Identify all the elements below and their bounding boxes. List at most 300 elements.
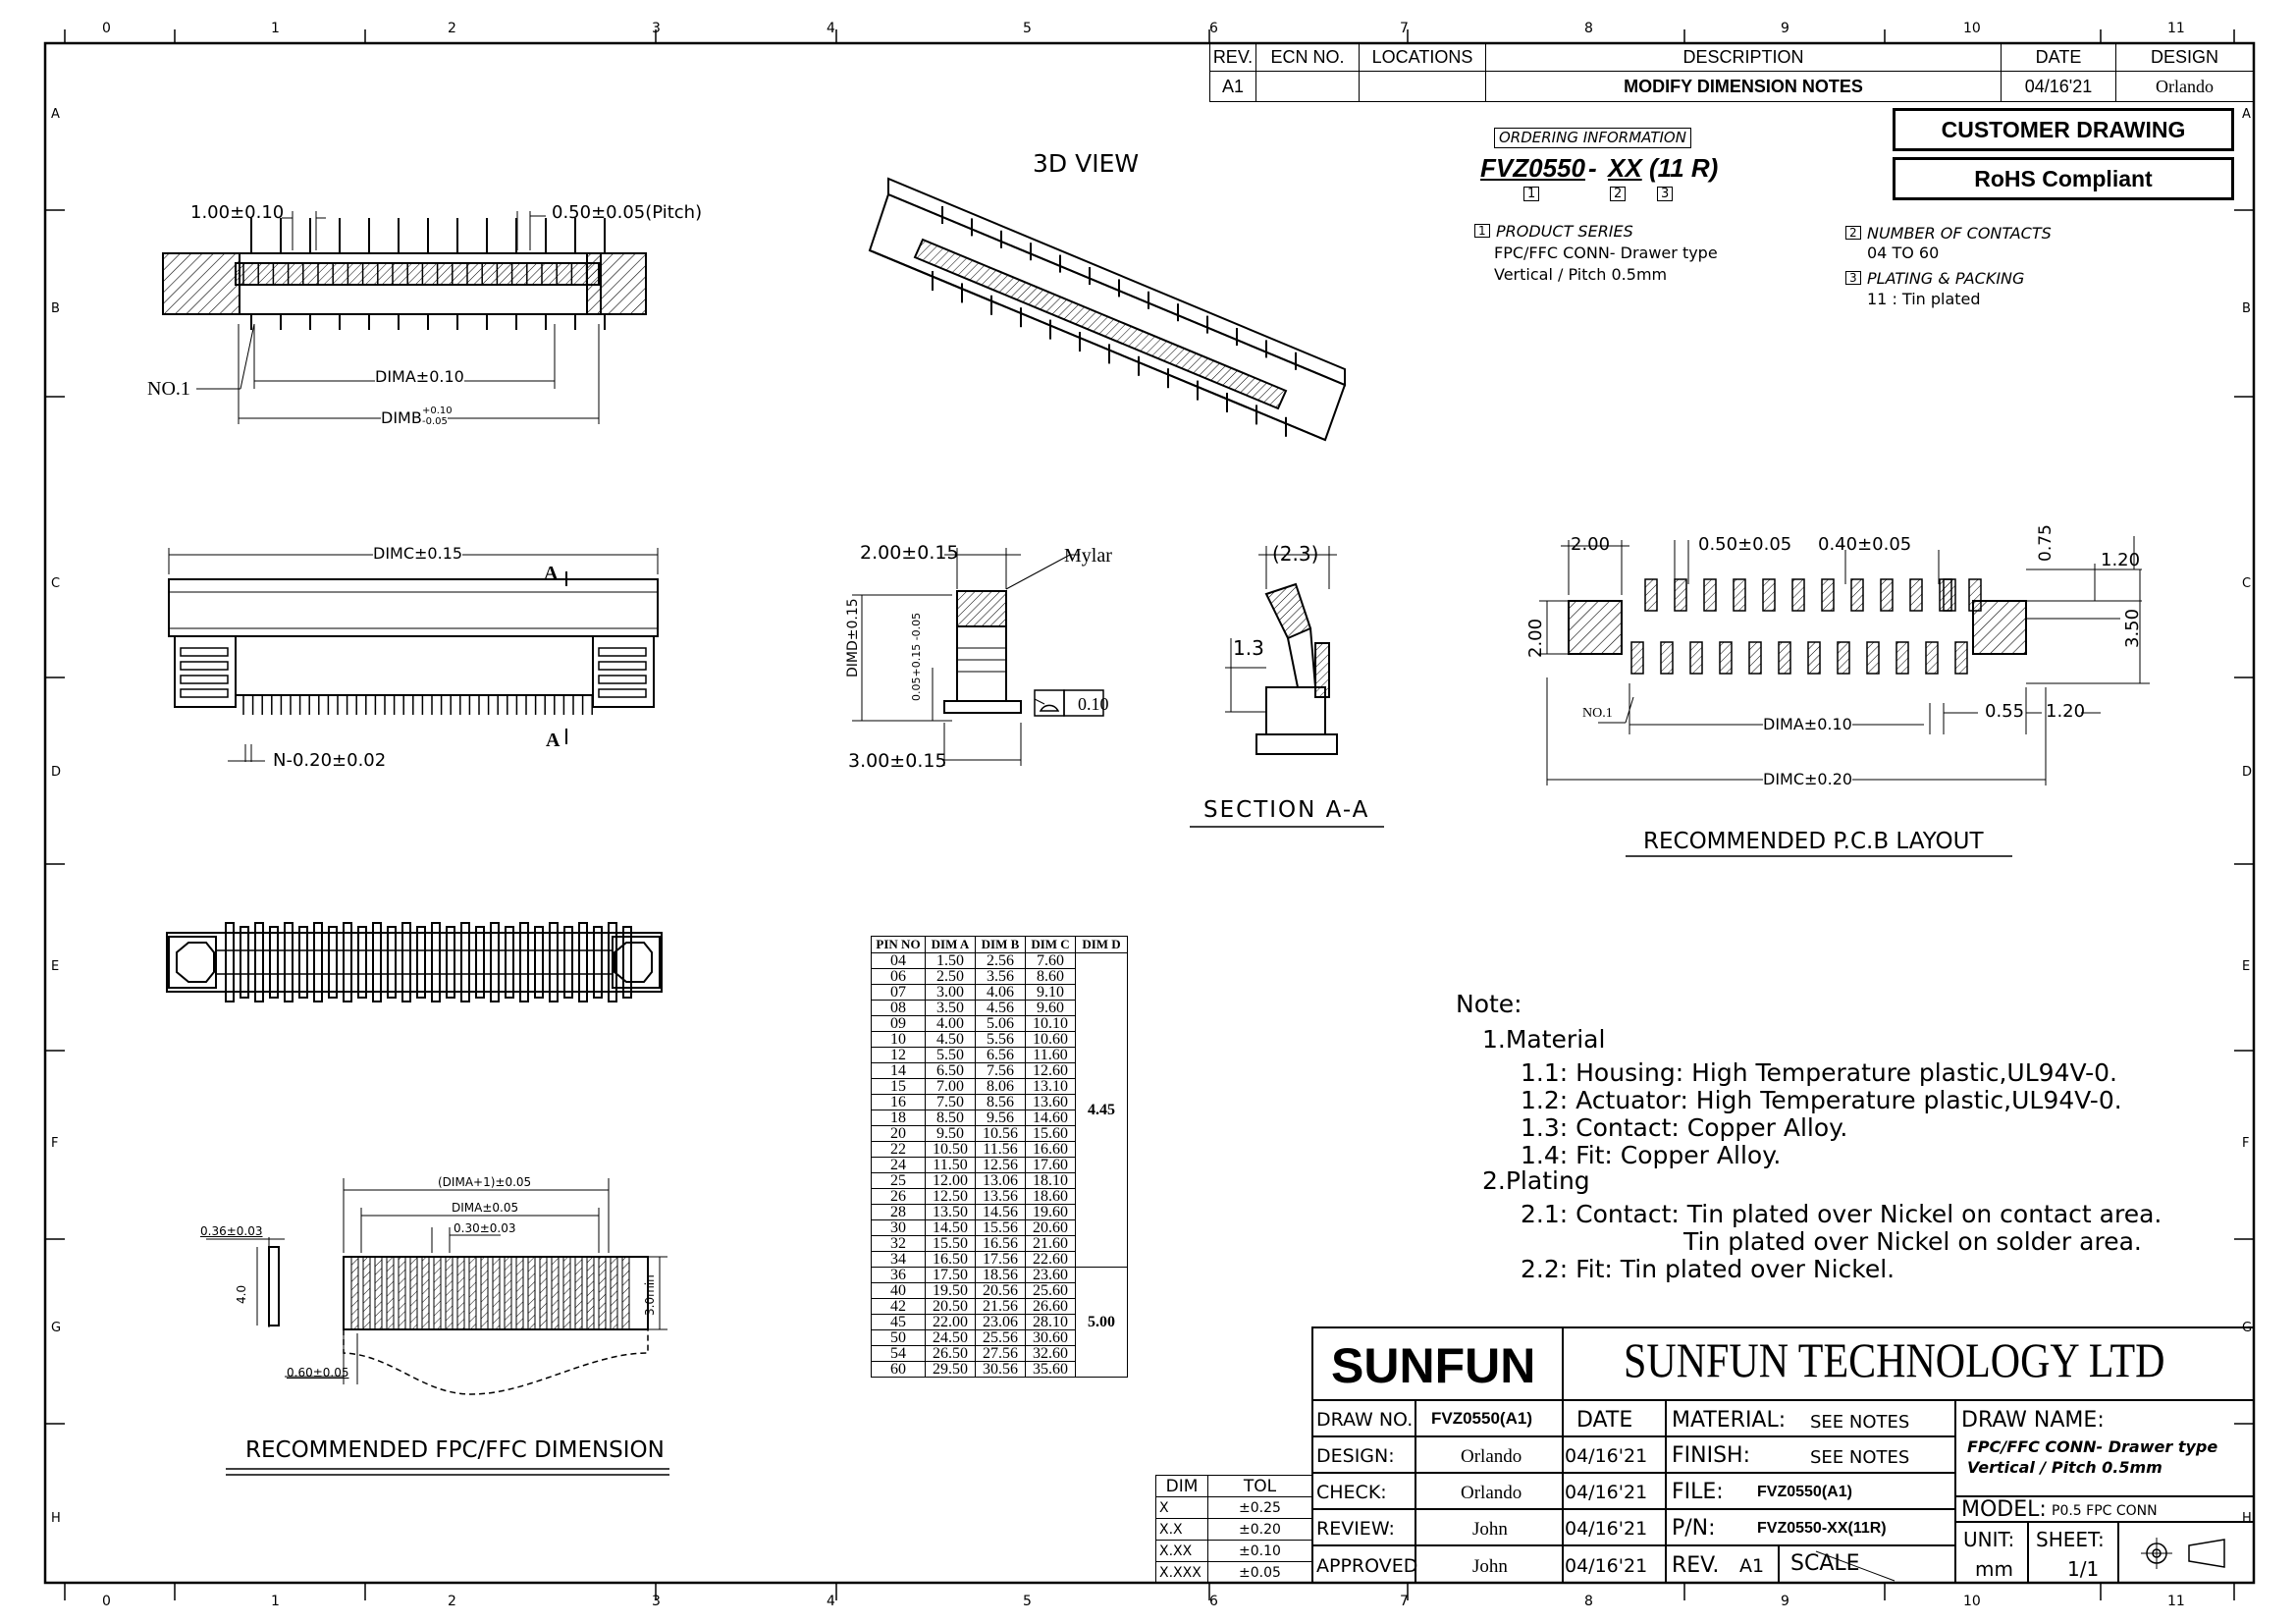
bottom-pin bbox=[417, 927, 425, 998]
dim-side-small: 0.05+0.15 -0.05 bbox=[910, 612, 923, 701]
border-col-label: 9 bbox=[1781, 21, 1789, 36]
border-col-label: 4 bbox=[827, 21, 835, 36]
review-date: 04/16'21 bbox=[1565, 1518, 1648, 1540]
pcb-pad-top bbox=[1645, 579, 1657, 611]
rev-value-ecn bbox=[1256, 72, 1360, 102]
front-slot-left bbox=[181, 648, 228, 656]
rev-header-design: DESIGN bbox=[2116, 44, 2254, 72]
dim-table-cell-pin: 50 bbox=[872, 1330, 926, 1346]
rev-header-locations: LOCATIONS bbox=[1360, 44, 1486, 72]
pcb-pad-bottom bbox=[1779, 642, 1790, 674]
file-label: FILE: bbox=[1672, 1480, 1724, 1504]
dim-table-cell-c: 7.60 bbox=[1026, 953, 1076, 969]
tol-header-dim: DIM bbox=[1156, 1476, 1208, 1497]
pcb-pad-top bbox=[1910, 579, 1922, 611]
fpc-contact-strip bbox=[563, 1257, 570, 1329]
ordering-part-series: FVZ0550 bbox=[1480, 153, 1585, 183]
dim-table-cell-pin: 28 bbox=[872, 1205, 926, 1220]
bottom-pin bbox=[550, 923, 558, 1001]
product-series-title: PRODUCT SERIES bbox=[1496, 222, 1633, 241]
dim-table-row bbox=[872, 1268, 1128, 1283]
dim-table-cell-c: 9.10 bbox=[1026, 985, 1076, 1001]
dim-table-cell-c: 16.60 bbox=[1026, 1142, 1076, 1158]
dim-table-cell-pin: 10 bbox=[872, 1032, 926, 1048]
dim-table-cell-a: 24.50 bbox=[926, 1330, 976, 1346]
pcb-pad-top bbox=[1763, 579, 1775, 611]
dim-fpc-dima-plus-1: (DIMA+1)±0.05 bbox=[438, 1175, 532, 1189]
border-row-label: C bbox=[2242, 576, 2252, 591]
front-slot-right bbox=[599, 676, 646, 683]
revision-table bbox=[1209, 43, 2254, 102]
rev-label: REV. bbox=[1672, 1553, 1720, 1578]
dim-table-cell-a: 1.50 bbox=[926, 953, 976, 969]
rev-value-design: Orlando bbox=[2116, 72, 2254, 102]
tol-row-value: ±0.25 bbox=[1208, 1497, 1312, 1519]
border-col-label: 11 bbox=[2167, 1594, 2185, 1609]
dim-table-cell-c: 18.10 bbox=[1026, 1173, 1076, 1189]
dim-table-cell-a: 17.50 bbox=[926, 1268, 976, 1283]
dim-table-cell-c: 20.60 bbox=[1026, 1220, 1076, 1236]
dim-pcb-0-55: 0.55 bbox=[1985, 701, 2025, 722]
dim-flatness: 0.10 bbox=[1078, 694, 1109, 714]
dim-table-cell-a: 16.50 bbox=[926, 1252, 976, 1268]
model-label: MODEL: bbox=[1961, 1497, 2047, 1522]
dim-table-cell-c: 9.60 bbox=[1026, 1001, 1076, 1016]
dim-table-cell-c: 32.60 bbox=[1026, 1346, 1076, 1362]
ordering-plating-code: (11 R) bbox=[1649, 153, 1719, 183]
dim-table-cell-c: 28.10 bbox=[1026, 1315, 1076, 1330]
plating-packing-title: PLATING & PACKING bbox=[1867, 269, 2025, 288]
dim-dima-top: DIMA±0.10 bbox=[375, 367, 464, 386]
note-line-3: 1.2: Actuator: High Temperature plastic,UL94V-0. bbox=[1521, 1086, 2122, 1114]
border-col-label: 6 bbox=[1209, 1594, 1218, 1609]
fpc-contact-strip bbox=[363, 1257, 370, 1329]
fpc-contact-strip bbox=[469, 1257, 476, 1329]
label-no1-top: NO.1 bbox=[147, 378, 190, 400]
border-col-label: 7 bbox=[1400, 1594, 1409, 1609]
border-row-label: E bbox=[2242, 959, 2251, 974]
dim-pitch-1-00: 1.00±0.10 bbox=[190, 202, 285, 223]
border-row-label: A bbox=[2242, 107, 2251, 122]
bottom-pin bbox=[373, 923, 381, 1001]
rev-value-rev: A1 bbox=[1210, 72, 1256, 102]
dim-table-cell-c: 26.60 bbox=[1026, 1299, 1076, 1315]
dim-pcb-dima: DIMA±0.10 bbox=[1763, 715, 1852, 733]
border-col-label: 8 bbox=[1584, 1594, 1593, 1609]
front-view-pins bbox=[243, 695, 592, 715]
pcb-pad-bottom bbox=[1631, 642, 1643, 674]
dim-table-cell-a: 6.50 bbox=[926, 1063, 976, 1079]
rev-value-date: 04/16'21 bbox=[2002, 72, 2116, 102]
notes-title: Note: bbox=[1456, 990, 1522, 1018]
top-view bbox=[163, 253, 646, 314]
pcb-pad-top bbox=[1881, 579, 1893, 611]
dim-table-cell-c: 15.60 bbox=[1026, 1126, 1076, 1142]
bottom-pin bbox=[564, 927, 572, 998]
ordering-marker-1: 1 bbox=[1523, 187, 1539, 201]
border-col-label: 5 bbox=[1023, 1594, 1032, 1609]
product-series-line2: Vertical / Pitch 0.5mm bbox=[1494, 265, 1668, 284]
dim-table-cell-a: 8.50 bbox=[926, 1110, 976, 1126]
dim-pcb-1-20-bottom: 1.20 bbox=[2046, 701, 2086, 722]
dim-fpc-0-60: 0.60±0.05 bbox=[287, 1366, 349, 1380]
pcb-pad-bottom bbox=[1720, 642, 1732, 674]
dim-table-cell-b: 3.56 bbox=[976, 969, 1026, 985]
dim-table-cell-c: 14.60 bbox=[1026, 1110, 1076, 1126]
bottom-pin bbox=[535, 927, 543, 998]
dim-table-cell-d: 4.45 bbox=[1076, 953, 1128, 1268]
dim-table-cell-pin: 30 bbox=[872, 1220, 926, 1236]
dim-table-cell-a: 7.00 bbox=[926, 1079, 976, 1095]
label-mylar: Mylar bbox=[1064, 545, 1112, 567]
dim-table-cell-b: 8.06 bbox=[976, 1079, 1026, 1095]
dim-table-cell-pin: 16 bbox=[872, 1095, 926, 1110]
bottom-pin bbox=[285, 923, 293, 1001]
fpc-contact-strip bbox=[552, 1257, 559, 1329]
finish-label: FINISH: bbox=[1672, 1443, 1751, 1468]
pcb-pad-bottom bbox=[1808, 642, 1820, 674]
label-no1-pcb: NO.1 bbox=[1582, 706, 1613, 721]
dim-side-3-00: 3.00±0.15 bbox=[848, 750, 947, 772]
dim-dimc-front: DIMC±0.15 bbox=[373, 544, 463, 563]
border-row-label: G bbox=[2242, 1321, 2253, 1335]
note-line-1: 1.Material bbox=[1482, 1025, 1606, 1054]
rev-header-ecn: ECN NO. bbox=[1256, 44, 1360, 72]
dim-table-row bbox=[872, 953, 1128, 969]
design-value: Orlando bbox=[1461, 1446, 1522, 1467]
rohs-compliant-badge: RoHS Compliant bbox=[1893, 157, 2234, 200]
bottom-view-pins bbox=[226, 923, 631, 1001]
bottom-pin bbox=[520, 923, 528, 1001]
dim-table-cell-pin: 20 bbox=[872, 1126, 926, 1142]
dim-table-cell-pin: 40 bbox=[872, 1283, 926, 1299]
fpc-contact-strip bbox=[622, 1257, 629, 1329]
dim-table-cell-a: 3.50 bbox=[926, 1001, 976, 1016]
bottom-pin bbox=[388, 927, 396, 998]
border-col-label: 9 bbox=[1781, 1594, 1789, 1609]
note-line-6: 2.Plating bbox=[1482, 1166, 1590, 1195]
view-label-3d: 3D VIEW bbox=[1033, 149, 1140, 178]
border-row-label: B bbox=[2242, 301, 2251, 316]
fpc-contact-strip bbox=[540, 1257, 547, 1329]
dim-table-cell-pin: 22 bbox=[872, 1142, 926, 1158]
draw-name-label: DRAW NAME: bbox=[1961, 1408, 2105, 1433]
tol-row-dim: X.XX bbox=[1156, 1541, 1208, 1562]
front-slot-right bbox=[599, 662, 646, 670]
dim-table-cell-c: 8.60 bbox=[1026, 969, 1076, 985]
front-view bbox=[169, 544, 658, 762]
dim-table-cell-a: 22.00 bbox=[926, 1315, 976, 1330]
fpc-contact-strip bbox=[516, 1257, 523, 1329]
note-line-2: 1.1: Housing: High Temperature plastic,UL94V-0. bbox=[1521, 1058, 2117, 1087]
dim-table-cell-b: 12.56 bbox=[976, 1158, 1026, 1173]
dim-table-cell-c: 13.60 bbox=[1026, 1095, 1076, 1110]
model-value: P0.5 FPC CONN bbox=[2052, 1503, 2158, 1519]
dim-table-cell-b: 14.56 bbox=[976, 1205, 1026, 1220]
dim-table-cell-pin: 25 bbox=[872, 1173, 926, 1189]
dim-dimb-tol-minus: -0.05 bbox=[422, 416, 448, 427]
pcb-pad-top bbox=[1675, 579, 1686, 611]
bottom-pin bbox=[594, 927, 602, 998]
dim-table-header-b: DIM B bbox=[976, 937, 1026, 953]
border-row-label: D bbox=[51, 765, 62, 780]
dim-pcb-0-75: 0.75 bbox=[2036, 524, 2056, 562]
view-label-section: SECTION A-A bbox=[1203, 797, 1370, 823]
bottom-pin bbox=[358, 927, 366, 998]
dim-dimb-tol-plus: +0.10 bbox=[422, 406, 453, 416]
fpc-contact-strip bbox=[505, 1257, 511, 1329]
bottom-pin bbox=[329, 927, 337, 998]
dim-table-cell-a: 20.50 bbox=[926, 1299, 976, 1315]
dim-table-cell-pin: 26 bbox=[872, 1189, 926, 1205]
bottom-pin bbox=[447, 927, 454, 998]
dim-pitch-0-50: 0.50±0.05(Pitch) bbox=[552, 202, 703, 223]
pn-value: FVZ0550-XX(11R) bbox=[1757, 1520, 1887, 1537]
front-view-side-slots bbox=[181, 648, 646, 697]
unit-label: UNIT: bbox=[1963, 1528, 2015, 1551]
fpc-contact-strip bbox=[493, 1257, 500, 1329]
pcb-pad-top bbox=[1969, 579, 1981, 611]
border-col-label: 5 bbox=[1023, 21, 1032, 36]
dim-table-cell-pin: 54 bbox=[872, 1346, 926, 1362]
dim-table-cell-b: 10.56 bbox=[976, 1126, 1026, 1142]
check-label: CHECK: bbox=[1316, 1482, 1387, 1503]
bottom-pin bbox=[461, 923, 469, 1001]
rev-value-description: MODIFY DIMENSION NOTES bbox=[1486, 72, 2002, 102]
border-col-label: 2 bbox=[448, 1594, 456, 1609]
dimension-table bbox=[871, 936, 1128, 1378]
design-date: 04/16'21 bbox=[1565, 1445, 1648, 1467]
dim-table-cell-pin: 07 bbox=[872, 985, 926, 1001]
tol-row-value: ±0.10 bbox=[1208, 1541, 1312, 1562]
number-of-contacts-title: NUMBER OF CONTACTS bbox=[1867, 224, 2052, 243]
dim-table-cell-c: 23.60 bbox=[1026, 1268, 1076, 1283]
file-value: FVZ0550(A1) bbox=[1757, 1484, 1852, 1500]
fpc-contact-strip bbox=[410, 1257, 417, 1329]
dim-table-cell-b: 20.56 bbox=[976, 1283, 1026, 1299]
pcb-pad-top bbox=[1822, 579, 1834, 611]
dim-table-cell-pin: 24 bbox=[872, 1158, 926, 1173]
dim-table-header-a: DIM A bbox=[926, 937, 976, 953]
dim-table-cell-c: 10.60 bbox=[1026, 1032, 1076, 1048]
border-col-label: 2 bbox=[448, 21, 456, 36]
dim-table-cell-pin: 09 bbox=[872, 1016, 926, 1032]
border-col-label: 7 bbox=[1400, 21, 1409, 36]
dim-fpc-3-0-min: 3.0min bbox=[643, 1274, 657, 1316]
material-value: SEE NOTES bbox=[1810, 1412, 1910, 1433]
dim-table-cell-a: 19.50 bbox=[926, 1283, 976, 1299]
rev-value: A1 bbox=[1739, 1555, 1765, 1577]
scale-label: SCALE bbox=[1790, 1551, 1860, 1576]
dim-table-cell-b: 21.56 bbox=[976, 1299, 1026, 1315]
dim-table-cell-b: 7.56 bbox=[976, 1063, 1026, 1079]
note-line-4: 1.3: Contact: Copper Alloy. bbox=[1521, 1113, 1848, 1142]
border-col-label: 10 bbox=[1963, 21, 1981, 36]
dim-fpc-4-0: 4.0 bbox=[235, 1284, 248, 1304]
dim-table-cell-c: 18.60 bbox=[1026, 1189, 1076, 1205]
review-label: REVIEW: bbox=[1316, 1518, 1395, 1540]
view-label-pcb: RECOMMENDED P.C.B LAYOUT bbox=[1643, 829, 1984, 854]
bottom-pin bbox=[240, 927, 248, 998]
border-col-label: 6 bbox=[1209, 21, 1218, 36]
plating-packing-value: 11 : Tin plated bbox=[1867, 290, 1981, 308]
fpc-contact-strip bbox=[375, 1257, 382, 1329]
dim-table-cell-b: 2.56 bbox=[976, 953, 1026, 969]
front-slot-right bbox=[599, 648, 646, 656]
contacts-marker: 2 bbox=[1845, 226, 1861, 240]
sheet-value: 1/1 bbox=[2067, 1557, 2100, 1581]
dim-table-cell-a: 7.50 bbox=[926, 1095, 976, 1110]
border-col-label: 0 bbox=[102, 21, 111, 36]
dim-pcb-3-50: 3.50 bbox=[2122, 608, 2143, 648]
draw-no-label: DRAW NO. bbox=[1316, 1409, 1414, 1431]
dim-table-cell-pin: 60 bbox=[872, 1362, 926, 1378]
section-marker-a-top: A bbox=[544, 563, 559, 584]
unit-value: mm bbox=[1975, 1557, 2013, 1581]
border-col-label: 4 bbox=[827, 1594, 835, 1609]
pcb-pad-bottom bbox=[1896, 642, 1908, 674]
dim-table-cell-b: 9.56 bbox=[976, 1110, 1026, 1126]
dim-pcb-2-00: 2.00 bbox=[1571, 534, 1611, 555]
border-row-label: A bbox=[51, 107, 60, 122]
border-row-label: F bbox=[51, 1136, 59, 1151]
dim-table-cell-a: 10.50 bbox=[926, 1142, 976, 1158]
finish-value: SEE NOTES bbox=[1810, 1447, 1910, 1468]
dim-table-cell-b: 6.56 bbox=[976, 1048, 1026, 1063]
ordering-dash: - bbox=[1588, 153, 1597, 183]
dim-table-cell-a: 3.00 bbox=[926, 985, 976, 1001]
dim-table-cell-pin: 18 bbox=[872, 1110, 926, 1126]
dim-table-cell-pin: 14 bbox=[872, 1063, 926, 1079]
ordering-contacts-code: XX bbox=[1608, 153, 1642, 183]
border-row-label: D bbox=[2242, 765, 2253, 780]
fpc-contact-strip bbox=[446, 1257, 453, 1329]
pcb-pad-bottom bbox=[1838, 642, 1849, 674]
dim-table-cell-a: 14.50 bbox=[926, 1220, 976, 1236]
dim-table-header-pin: PIN NO bbox=[872, 937, 926, 953]
fpc-contact-strip bbox=[422, 1257, 429, 1329]
note-line-8: Tin plated over Nickel on solder area. bbox=[1683, 1227, 2142, 1256]
dim-table-cell-b: 11.56 bbox=[976, 1142, 1026, 1158]
rev-header-description: DESCRIPTION bbox=[1486, 44, 2002, 72]
material-label: MATERIAL: bbox=[1672, 1408, 1787, 1433]
approved-value: John bbox=[1472, 1556, 1508, 1577]
dim-n-width: N-0.20±0.02 bbox=[273, 750, 387, 771]
plating-marker: 3 bbox=[1845, 271, 1861, 285]
dim-table-cell-a: 29.50 bbox=[926, 1362, 976, 1378]
dim-pcb-0-40: 0.40±0.05 bbox=[1818, 534, 1912, 555]
border-col-label: 3 bbox=[652, 21, 661, 36]
fpc-contact-strip bbox=[481, 1257, 488, 1329]
dim-table-cell-a: 13.50 bbox=[926, 1205, 976, 1220]
company-name: SUNFUN TECHNOLOGY LTD bbox=[1624, 1332, 2165, 1387]
design-label: DESIGN: bbox=[1316, 1445, 1395, 1467]
pcb-pad-bottom bbox=[1955, 642, 1967, 674]
rev-header-date: DATE bbox=[2002, 44, 2116, 72]
number-of-contacts-value: 04 TO 60 bbox=[1867, 244, 1940, 262]
dim-table-cell-b: 5.56 bbox=[976, 1032, 1026, 1048]
pcb-pad-top bbox=[1704, 579, 1716, 611]
bottom-pin bbox=[314, 923, 322, 1001]
tol-row-dim: X.X bbox=[1156, 1519, 1208, 1541]
dim-table-cell-a: 4.00 bbox=[926, 1016, 976, 1032]
dim-table-cell-c: 10.10 bbox=[1026, 1016, 1076, 1032]
border-row-label: G bbox=[51, 1321, 62, 1335]
dim-table-cell-b: 5.06 bbox=[976, 1016, 1026, 1032]
border-col-label: 8 bbox=[1584, 21, 1593, 36]
dim-fpc-0-36: 0.36±0.03 bbox=[200, 1224, 263, 1238]
note-line-5: 1.4: Fit: Copper Alloy. bbox=[1521, 1141, 1782, 1169]
view-label-fpc: RECOMMENDED FPC/FFC DIMENSION bbox=[245, 1437, 665, 1463]
fpc-contact-strip bbox=[399, 1257, 405, 1329]
dim-table-cell-c: 21.60 bbox=[1026, 1236, 1076, 1252]
dim-section-2-3: (2.3) bbox=[1272, 542, 1319, 566]
bottom-pin bbox=[226, 923, 234, 1001]
dim-table-cell-b: 30.56 bbox=[976, 1362, 1026, 1378]
front-slot-left bbox=[181, 676, 228, 683]
dim-table-cell-b: 13.06 bbox=[976, 1173, 1026, 1189]
dim-table-cell-a: 15.50 bbox=[926, 1236, 976, 1252]
ordering-marker-2: 2 bbox=[1610, 187, 1626, 201]
dim-pcb-2-00-vertical: 2.00 bbox=[1525, 618, 1546, 658]
border-col-label: 11 bbox=[2167, 21, 2185, 36]
dim-fpc-dima: DIMA±0.05 bbox=[452, 1201, 519, 1215]
draw-name-line2: Vertical / Pitch 0.5mm bbox=[1967, 1458, 2163, 1477]
bottom-pin bbox=[432, 923, 440, 1001]
company-logo: SUNFUN bbox=[1331, 1338, 1536, 1393]
bottom-pin bbox=[344, 923, 351, 1001]
dim-table-cell-pin: 34 bbox=[872, 1252, 926, 1268]
pn-label: P/N: bbox=[1672, 1516, 1716, 1541]
pcb-pad-bottom bbox=[1661, 642, 1673, 674]
bottom-pin bbox=[270, 927, 278, 998]
dim-table-cell-b: 4.06 bbox=[976, 985, 1026, 1001]
border-row-label: E bbox=[51, 959, 60, 974]
pcb-pad-bottom bbox=[1926, 642, 1938, 674]
dim-table-cell-b: 15.56 bbox=[976, 1220, 1026, 1236]
tol-row-value: ±0.05 bbox=[1208, 1562, 1312, 1584]
rev-value-locations bbox=[1360, 72, 1486, 102]
dim-pcb-dimc: DIMC±0.20 bbox=[1763, 770, 1853, 788]
dim-dimb-top: DIMB bbox=[381, 408, 422, 427]
front-slot-left bbox=[181, 662, 228, 670]
dim-table-cell-b: 27.56 bbox=[976, 1346, 1026, 1362]
dim-table-cell-pin: 12 bbox=[872, 1048, 926, 1063]
ordering-marker-3: 3 bbox=[1657, 187, 1673, 201]
dim-table-header-d: DIM D bbox=[1076, 937, 1128, 953]
dim-section-1-3: 1.3 bbox=[1233, 636, 1264, 660]
dim-table-cell-d: 5.00 bbox=[1076, 1268, 1128, 1378]
date-label: DATE bbox=[1576, 1408, 1633, 1433]
dim-table-cell-pin: 08 bbox=[872, 1001, 926, 1016]
border-col-label: 3 bbox=[652, 1594, 661, 1609]
dim-pcb-1-20-top: 1.20 bbox=[2101, 550, 2141, 570]
ordering-info-title: ORDERING INFORMATION bbox=[1494, 128, 1691, 148]
dim-table-cell-b: 4.56 bbox=[976, 1001, 1026, 1016]
tol-header-tol: TOL bbox=[1208, 1476, 1312, 1497]
bottom-pin bbox=[299, 927, 307, 998]
projection-symbol-icon bbox=[2140, 1534, 2238, 1573]
dim-table-cell-pin: 04 bbox=[872, 953, 926, 969]
pcb-pad-top bbox=[1944, 579, 1955, 611]
review-value: John bbox=[1472, 1519, 1508, 1540]
bottom-pin bbox=[476, 927, 484, 998]
border-row-label: C bbox=[51, 576, 61, 591]
fpc-contact-strip bbox=[457, 1257, 464, 1329]
dim-table-cell-c: 22.60 bbox=[1026, 1252, 1076, 1268]
dim-table-cell-c: 30.60 bbox=[1026, 1330, 1076, 1346]
fpc-contact-strip bbox=[575, 1257, 582, 1329]
